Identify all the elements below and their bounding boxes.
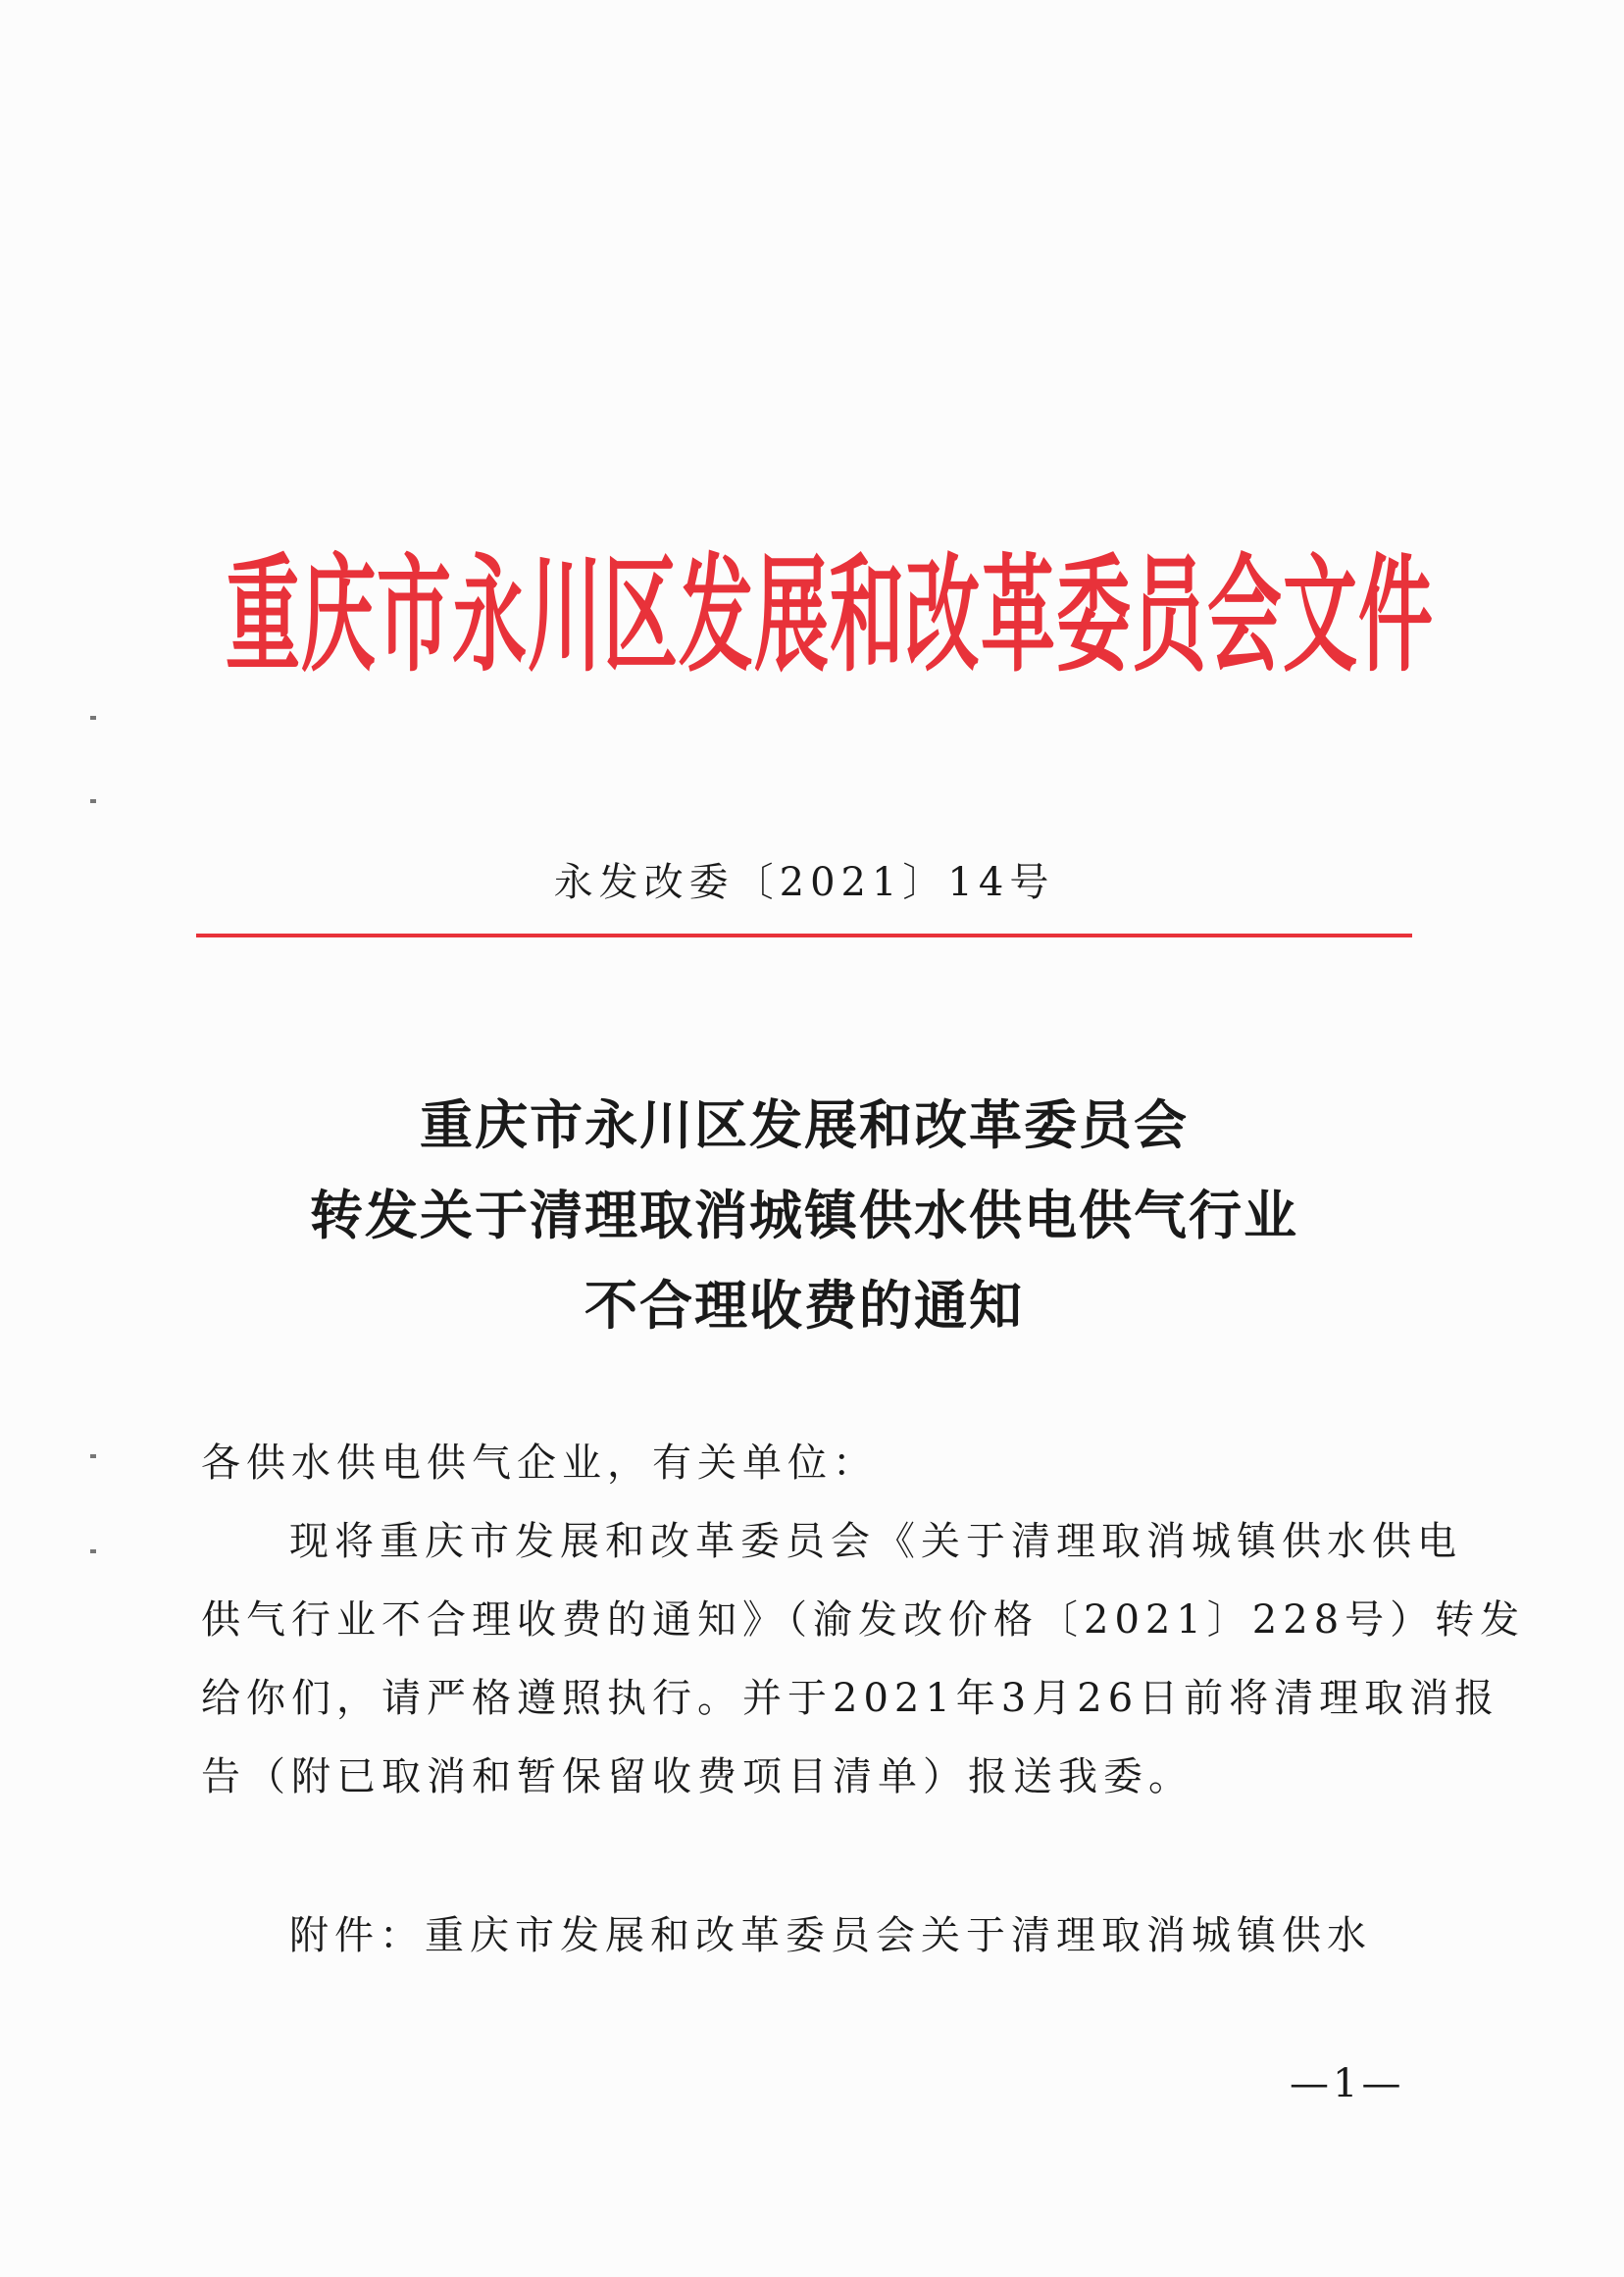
notice-title-line-1: 重庆市永川区发展和改革委员会 [420, 1093, 1189, 1156]
notice-title-line-3: 不合理收费的通知 [584, 1274, 1024, 1337]
scan-mark [90, 799, 96, 803]
red-divider-line [196, 934, 1412, 937]
body-line: 现将重庆市发展和改革委员会《关于清理取消城镇供水供电 [289, 1519, 1462, 1564]
body-line: 告（附已取消和暂保留收费项目清单）报送我委。 [201, 1754, 1193, 1799]
body-line: 供气行业不合理收费的通知》（渝发改价格〔2021〕228号）转发 [201, 1597, 1526, 1643]
body-line: 给你们，请严格遵照执行。并于2021年3月26日前将清理取消报 [201, 1676, 1500, 1721]
page-number: —1— [1290, 2061, 1405, 2106]
scan-mark [90, 716, 96, 720]
document-number: 永发改委〔2021〕14号 [553, 860, 1055, 905]
salutation: 各供水供电供气企业，有关单位： [201, 1441, 878, 1486]
attachment-line: 附件：重庆市发展和改革委员会关于清理取消城镇供水 [289, 1913, 1372, 1958]
document-header-title: 重庆市永川区发展和改革委员会文件 [226, 540, 1434, 689]
scan-mark [90, 1549, 96, 1553]
notice-title-line-2: 转发关于清理取消城镇供水供电供气行业 [310, 1184, 1298, 1246]
scan-mark [90, 1454, 96, 1458]
